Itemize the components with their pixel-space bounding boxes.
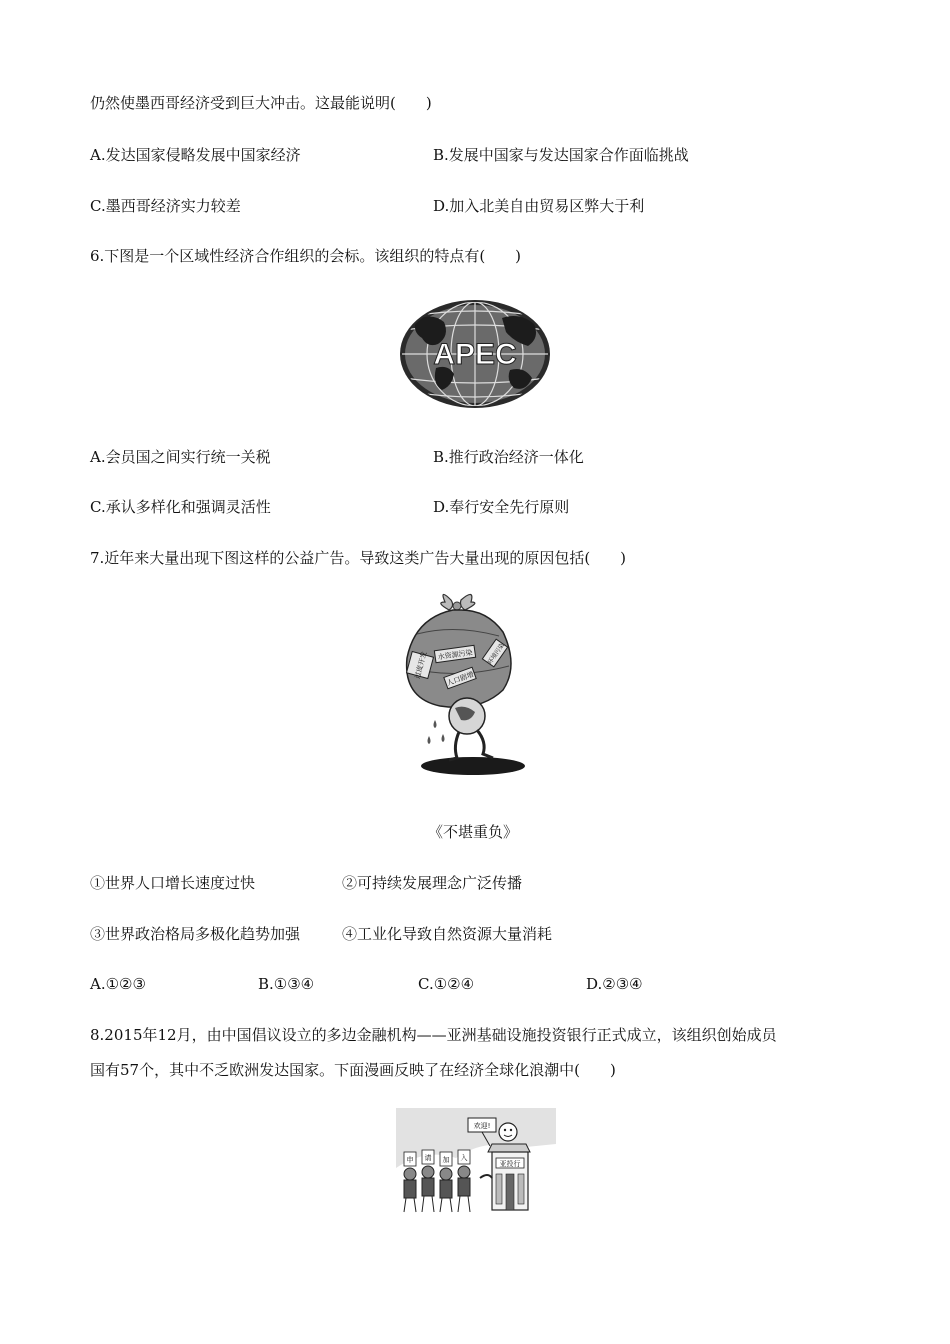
bag-label-water-pollution: 水资源污染 [437, 648, 474, 662]
q7-stem: 7.近年来大量出现下图这样的公益广告。导致这类广告大量出现的原因包括( ) [90, 549, 627, 567]
q7-option-a: A.①②③ [90, 975, 146, 993]
q6-stem: 6.下图是一个区域性经济合作组织的会标。该组织的特点有( ) [90, 247, 522, 265]
q6-option-a: A.会员国之间实行统一关税 [90, 448, 271, 466]
apply-sign-char-4: 入 [460, 1154, 468, 1162]
q7-item-1: ①世界人口增长速度过快 [90, 874, 256, 892]
apec-logo-text: APEC [433, 338, 517, 371]
apply-sign-char-3: 加 [442, 1156, 450, 1164]
apec-logo [398, 298, 553, 410]
q7-option-d: D.②③④ [586, 975, 643, 993]
q5-option-b: B.发展中国家与发达国家合作面临挑战 [433, 146, 689, 164]
bank-label-text: 亚投行 [499, 1160, 521, 1168]
cartoon-aiib-welcome [396, 1108, 556, 1218]
q7-figure-caption: 《不堪重负》 [428, 823, 519, 841]
bag-label-population: 人口剧增 [445, 670, 475, 688]
q7-item-2: ②可持续发展理念广泛传播 [342, 874, 523, 892]
q6-option-c: C.承认多样化和强调灵活性 [90, 498, 271, 516]
q6-option-d: D.奉行安全先行原则 [433, 498, 570, 516]
apply-sign-char-1: 申 [406, 1156, 414, 1164]
bag-label-overdevelopment: 过度开发 [413, 650, 429, 680]
bag-label-environment: 环境污染 [486, 642, 506, 666]
q5-option-c: C.墨西哥经济实力较差 [90, 197, 241, 215]
q8-stem-line1: 8.2015年12月，由中国倡议设立的多边金融机构——亚洲基础设施投资银行正式成立，该组织创始成员 [90, 1026, 777, 1044]
sign-welcome-text: 欢迎! [473, 1122, 491, 1130]
cartoon-overburdened-earth [395, 588, 525, 778]
q5-option-a: A.发达国家侵略发展中国家经济 [90, 146, 301, 164]
q5-stem-tail: 仍然使墨西哥经济受到巨大冲击。这最能说明( ) [90, 94, 432, 112]
q6-option-b: B.推行政治经济一体化 [433, 448, 584, 466]
q7-item-3: ③世界政治格局多极化趋势加强 [90, 925, 301, 943]
q7-item-4: ④工业化导致自然资源大量消耗 [342, 925, 553, 943]
apply-sign-char-2: 请 [424, 1154, 432, 1162]
q8-stem-line2: 国有57个，其中不乏欧洲发达国家。下面漫画反映了在经济全球化浪潮中( ) [90, 1061, 616, 1079]
q7-option-b: B.①③④ [258, 975, 315, 993]
q5-option-d: D.加入北美自由贸易区弊大于利 [433, 197, 645, 215]
q7-option-c: C.①②④ [418, 975, 475, 993]
